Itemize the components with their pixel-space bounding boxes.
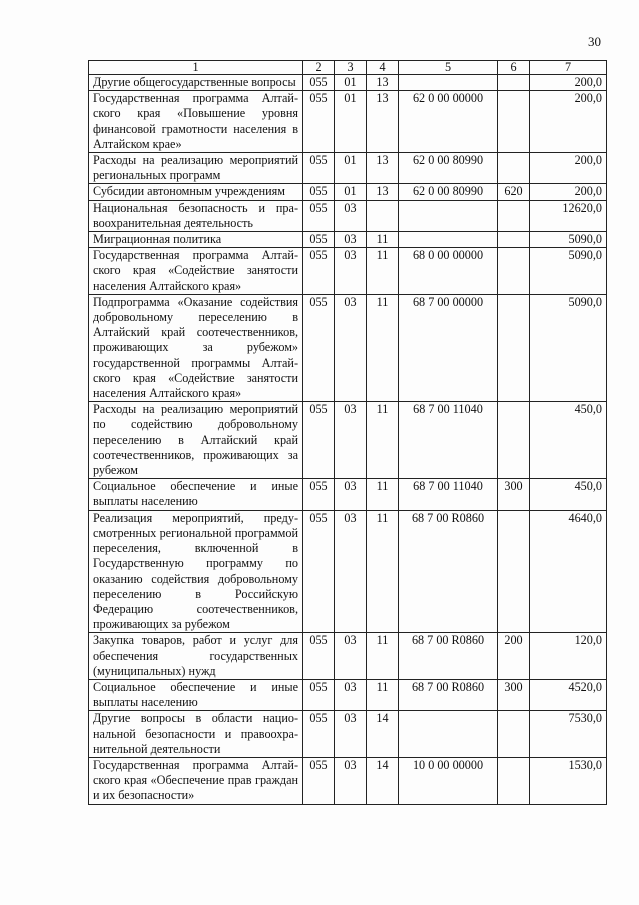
target-article-cell: 62 0 00 00000 <box>399 91 498 153</box>
subsection-code-cell: 13 <box>367 91 399 153</box>
target-article-cell: 62 0 00 80990 <box>399 184 498 200</box>
item-name-cell: Социальное обеспечение и иные выплаты населению <box>89 479 303 510</box>
table-row <box>89 402 607 479</box>
header-cell-7: 7 <box>530 61 607 75</box>
item-name-cell: Расходы на реализацию мероприятий по содействию добровольному переселению в Алтайский край соотечественников, проживающих за рубежом <box>89 402 303 479</box>
ministry-code-cell: 055 <box>303 75 335 91</box>
header-cell-4: 4 <box>367 61 399 75</box>
table-row <box>89 200 607 231</box>
item-name-cell: Подпрограмма «Оказание содействия добровольному переселению в Алтайский край соотечественников, проживающих за рубежом» государственной программы Алтайского края «Содействие занятости населения Алтайского края» <box>89 294 303 401</box>
item-name-cell: Расходы на реализацию мероприятий региональных программ <box>89 153 303 184</box>
target-article-cell: 68 7 00 00000 <box>399 294 498 401</box>
subsection-code-cell: 11 <box>367 294 399 401</box>
target-article-cell <box>399 232 498 248</box>
ministry-code-cell: 055 <box>303 402 335 479</box>
target-article-cell: 68 0 00 00000 <box>399 248 498 295</box>
subsection-code-cell: 11 <box>367 633 399 680</box>
table-row <box>89 153 607 184</box>
expense-type-cell: 300 <box>498 479 530 510</box>
ministry-code-cell: 055 <box>303 232 335 248</box>
table-row <box>89 479 607 510</box>
amount-cell: 4640,0 <box>530 510 607 633</box>
amount-cell: 450,0 <box>530 402 607 479</box>
subsection-code-cell: 11 <box>367 479 399 510</box>
table-row <box>89 711 607 758</box>
target-article-cell <box>399 200 498 231</box>
section-code-cell: 01 <box>335 184 367 200</box>
subsection-code-cell <box>367 200 399 231</box>
expense-type-cell <box>498 232 530 248</box>
table-row <box>89 184 607 200</box>
expense-type-cell <box>498 248 530 295</box>
item-name-cell: Государственная программа Алтайского края «Повышение уровня финансовой грамотности населения в Алтайском крае» <box>89 91 303 153</box>
amount-cell: 200,0 <box>530 75 607 91</box>
ministry-code-cell: 055 <box>303 294 335 401</box>
ministry-code-cell: 055 <box>303 248 335 295</box>
expense-type-cell <box>498 711 530 758</box>
ministry-code-cell: 055 <box>303 679 335 710</box>
header-cell-3: 3 <box>335 61 367 75</box>
amount-cell: 120,0 <box>530 633 607 680</box>
section-code-cell: 03 <box>335 294 367 401</box>
target-article-cell <box>399 711 498 758</box>
target-article-cell: 10 0 00 00000 <box>399 757 498 804</box>
target-article-cell: 68 7 00 R0860 <box>399 633 498 680</box>
subsection-code-cell: 14 <box>367 711 399 758</box>
subsection-code-cell: 14 <box>367 757 399 804</box>
subsection-code-cell: 13 <box>367 184 399 200</box>
ministry-code-cell: 055 <box>303 711 335 758</box>
expense-type-cell: 620 <box>498 184 530 200</box>
amount-cell: 1530,0 <box>530 757 607 804</box>
section-code-cell: 03 <box>335 402 367 479</box>
section-code-cell: 01 <box>335 91 367 153</box>
section-code-cell: 03 <box>335 711 367 758</box>
target-article-cell: 62 0 00 80990 <box>399 153 498 184</box>
subsection-code-cell: 13 <box>367 75 399 91</box>
item-name-cell: Миграционная политика <box>89 232 303 248</box>
expense-type-cell <box>498 200 530 231</box>
expense-type-cell <box>498 510 530 633</box>
amount-cell: 4520,0 <box>530 679 607 710</box>
expense-type-cell: 200 <box>498 633 530 680</box>
section-code-cell: 03 <box>335 248 367 295</box>
item-name-cell: Закупка товаров, работ и услуг для обеспечения государственных (муниципальных) нужд <box>89 633 303 680</box>
item-name-cell: Другие вопросы в области национальной безопасности и правоохранительной деятельности <box>89 711 303 758</box>
amount-cell: 12620,0 <box>530 200 607 231</box>
expense-type-cell <box>498 294 530 401</box>
header-cell-2: 2 <box>303 61 335 75</box>
item-name-cell: Национальная безопасность и правоохранительная деятельность <box>89 200 303 231</box>
ministry-code-cell: 055 <box>303 91 335 153</box>
target-article-cell <box>399 75 498 91</box>
table-row <box>89 679 607 710</box>
header-cell-6: 6 <box>498 61 530 75</box>
target-article-cell: 68 7 00 11040 <box>399 402 498 479</box>
section-code-cell: 03 <box>335 510 367 633</box>
table-header-row <box>89 61 607 75</box>
target-article-cell: 68 7 00 R0860 <box>399 510 498 633</box>
section-code-cell: 01 <box>335 153 367 184</box>
table-row <box>89 633 607 680</box>
subsection-code-cell: 11 <box>367 402 399 479</box>
header-cell-1: 1 <box>89 61 303 75</box>
table-row <box>89 91 607 153</box>
ministry-code-cell: 055 <box>303 153 335 184</box>
expense-type-cell <box>498 91 530 153</box>
subsection-code-cell: 11 <box>367 248 399 295</box>
amount-cell: 5090,0 <box>530 294 607 401</box>
header-cell-5: 5 <box>399 61 498 75</box>
ministry-code-cell: 055 <box>303 510 335 633</box>
subsection-code-cell: 13 <box>367 153 399 184</box>
page-number: 30 <box>588 34 601 49</box>
section-code-cell: 03 <box>335 679 367 710</box>
section-code-cell: 03 <box>335 757 367 804</box>
section-code-cell: 03 <box>335 200 367 231</box>
amount-cell: 450,0 <box>530 479 607 510</box>
expense-type-cell: 300 <box>498 679 530 710</box>
amount-cell: 5090,0 <box>530 248 607 295</box>
ministry-code-cell: 055 <box>303 184 335 200</box>
item-name-cell: Социальное обеспечение и иные выплаты населению <box>89 679 303 710</box>
item-name-cell: Государственная программа Алтайского края «Содействие занятости населения Алтайского края» <box>89 248 303 295</box>
item-name-cell: Государственная программа Алтайского края «Обеспечение прав граждан и их безопасности» <box>89 757 303 804</box>
table-row <box>89 75 607 91</box>
table-row <box>89 248 607 295</box>
item-name-cell: Другие общегосударственные вопросы <box>89 75 303 91</box>
amount-cell: 200,0 <box>530 184 607 200</box>
section-code-cell: 03 <box>335 479 367 510</box>
expense-type-cell <box>498 402 530 479</box>
item-name-cell: Реализация мероприятий, предусмотренных региональной программой переселения, включенной в Государственную программу по оказанию содействия добровольному переселению в Российскую Федерацию соотечественников, проживающих за рубежом <box>89 510 303 633</box>
table-row <box>89 294 607 401</box>
amount-cell: 200,0 <box>530 91 607 153</box>
table-row <box>89 757 607 804</box>
ministry-code-cell: 055 <box>303 200 335 231</box>
section-code-cell: 03 <box>335 633 367 680</box>
expense-type-cell <box>498 75 530 91</box>
table-row <box>89 232 607 248</box>
amount-cell: 7530,0 <box>530 711 607 758</box>
table-row <box>89 510 607 633</box>
ministry-code-cell: 055 <box>303 633 335 680</box>
target-article-cell: 68 7 00 R0860 <box>399 679 498 710</box>
subsection-code-cell: 11 <box>367 232 399 248</box>
amount-cell: 200,0 <box>530 153 607 184</box>
subsection-code-cell: 11 <box>367 679 399 710</box>
ministry-code-cell: 055 <box>303 757 335 804</box>
subsection-code-cell: 11 <box>367 510 399 633</box>
amount-cell: 5090,0 <box>530 232 607 248</box>
section-code-cell: 03 <box>335 232 367 248</box>
expense-type-cell <box>498 757 530 804</box>
item-name-cell: Субсидии автономным учреждениям <box>89 184 303 200</box>
budget-table <box>88 60 607 805</box>
target-article-cell: 68 7 00 11040 <box>399 479 498 510</box>
expense-type-cell <box>498 153 530 184</box>
section-code-cell: 01 <box>335 75 367 91</box>
ministry-code-cell: 055 <box>303 479 335 510</box>
